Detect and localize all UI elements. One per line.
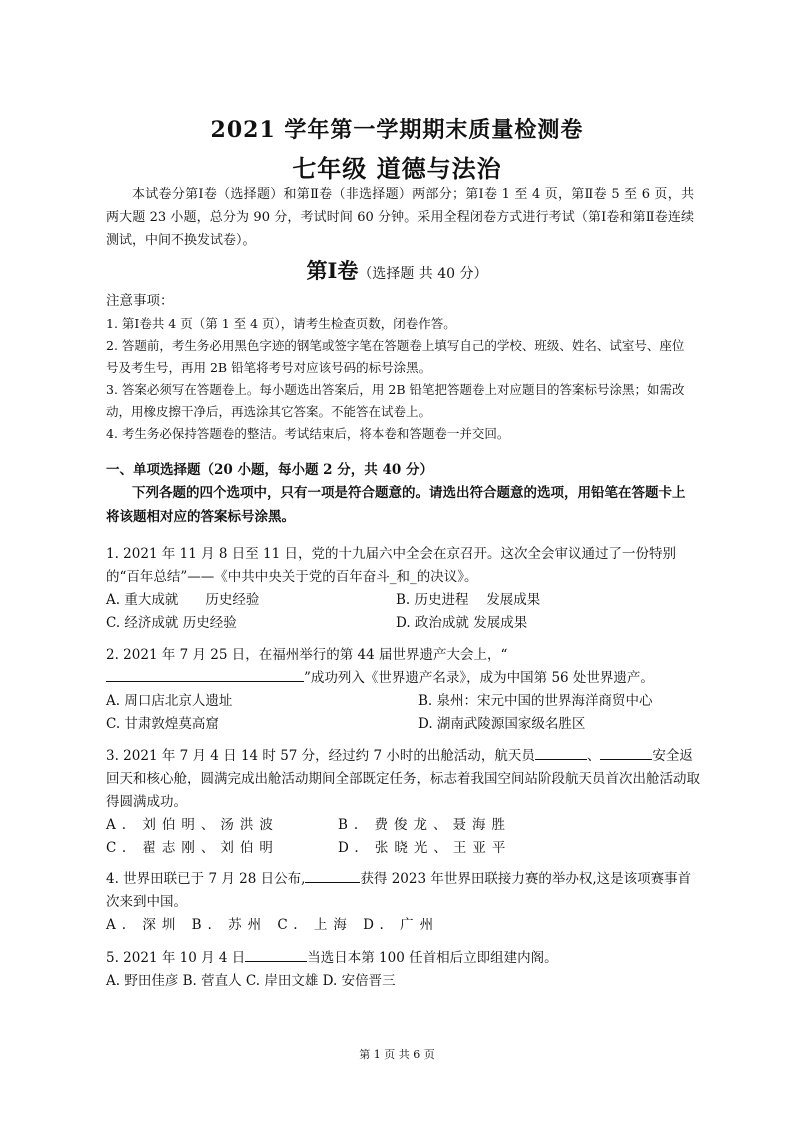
option-c: C. 翟志刚、刘伯明	[106, 840, 279, 856]
option-c: C. 经济成就 历史经验	[106, 615, 237, 631]
option-a: A. 重大成就 历史经验	[106, 592, 260, 608]
section-title-main: 第Ⅰ卷	[306, 258, 359, 283]
notice-head: 注意事项：	[106, 293, 174, 309]
answer-blank	[305, 868, 360, 883]
option-a: A. 刘伯明、汤洪波	[106, 817, 279, 833]
answer-blank	[535, 745, 587, 760]
question-stem	[106, 947, 701, 970]
answer-blank	[106, 667, 304, 682]
stem-part: 3. 2021 年 7 月 4 日 14 时 57 分，经过约 7 小时的出舱活动，航天员	[106, 748, 535, 764]
question-options	[106, 690, 701, 736]
question-options: A. 野田佳彦 B. 菅直人 C. 岸田文雄 D. 安倍晋三	[106, 973, 396, 989]
stem-part: 、	[586, 748, 601, 764]
notice-item: 3. 答案必须写在答题卷上。每小题选出答案后，用 2B 铅笔把答题卷上对应题目的答案标号涂黑；如需改动，用橡皮擦干净后，再选涂其它答案。不能答在试卷上。	[106, 382, 685, 419]
section-title	[0, 255, 794, 285]
stem-part: 2. 2021 年 7 月 25 日，在福州举行的第 44 届世界遗产大会上，“	[106, 647, 508, 663]
question-1	[106, 543, 701, 635]
exam-title: 2021 学年第一学期期末质量检测卷	[210, 117, 584, 143]
part-heading: 一、单项选择题（20 小题，每小题 2 分，共 40 分）	[106, 462, 433, 478]
option-a: A. 周口店北京人遗址	[106, 693, 233, 709]
question-stem	[106, 868, 701, 914]
part-instructions: 下列各题的四个选项中，只有一项是符合题意的。请选出符合题意的选项，用铅笔在答题卡上将该题相对应的答案标号涂黑。	[106, 485, 686, 525]
question-3	[106, 745, 701, 860]
stem-part: 获得 2023 年世界田联接力赛的举办权,这是该项赛事首次来到中国。	[106, 871, 692, 910]
question-options	[106, 589, 701, 635]
exam-intro: 本试卷分第Ⅰ卷（选择题）和第Ⅱ卷（非选择题）两部分；第Ⅰ卷 1 至 4 页，第Ⅱ卷 5 至 6 页，共两大题 23 小题，总分为 90 分，考试时间 60 分钟。采用全程闭卷方式进行考试（第Ⅰ卷和第Ⅱ卷连续测试，中间不换发试卷）。	[106, 187, 694, 248]
option-b: B. 费俊龙、聂海胜	[338, 817, 512, 833]
option-d: D. 湖南武陵源国家级名胜区	[418, 716, 586, 732]
stem-part: 4. 世界田联已于 7 月 28 日公布,	[106, 871, 306, 887]
page-number: 第 1 页 共 6 页	[359, 1048, 435, 1061]
notice-item: 4. 考生务必保持答题卷的整洁。考试结束后，将本卷和答题卷一并交回。	[106, 426, 510, 441]
exam-subtitle: 七年级 道德与法治	[292, 154, 502, 183]
section-title-note: （选择题 共 40 分）	[358, 266, 488, 282]
question-options: A. 深圳 B. 苏州 C. 上海 D. 广州	[106, 917, 440, 933]
stem-part: 安全返回天和核心舱，圆满完成出舱活动期间全部既定任务，标志着我国空间站阶段航天员首次出舱活动取得圆满成功。	[106, 748, 700, 810]
option-c: C. 甘肃敦煌莫高窟	[106, 716, 219, 732]
question-options	[106, 814, 701, 860]
answer-blank	[600, 745, 652, 760]
option-b: B. 泉州：宋元中国的世界海洋商贸中心	[418, 693, 653, 709]
stem-part: 当选日本第 100 任首相后立即组建内阁。	[307, 950, 558, 966]
notice-block	[106, 290, 696, 445]
question-stem	[106, 644, 701, 690]
option-d: D. 张晓光、王亚平	[338, 840, 512, 856]
option-b: B. 历史进程 发展成果	[396, 592, 541, 608]
question-stem: 1. 2021 年 11 月 8 日至 11 日，党的十九届六中全会在京召开。这次全会审议通过了一份特别的“百年总结”——《中共中央关于党的百年奋斗_和_的决议》。	[106, 546, 677, 585]
question-5	[106, 947, 701, 993]
stem-part: ”成功列入《世界遗产名录》，成为中国第 56 处世界遗产。	[304, 670, 654, 686]
notice-item: 1. 第Ⅰ卷共 4 页（第 1 至 4 页），请考生检查页数，闭卷作答。	[106, 316, 456, 331]
answer-blank	[245, 947, 307, 962]
option-d: D. 政治成就 发展成果	[396, 615, 528, 631]
notice-item: 2. 答题前，考生务必用黑色字迹的钢笔或签字笔在答题卷上填写自己的学校、班级、姓名、试室号、座位号及考生号，再用 2B 铅笔将考号对应该号码的标号涂黑。	[106, 338, 685, 375]
question-stem	[106, 745, 701, 814]
question-4	[106, 868, 701, 937]
question-2	[106, 644, 701, 736]
stem-part: 5. 2021 年 10 月 4 日	[106, 950, 246, 966]
